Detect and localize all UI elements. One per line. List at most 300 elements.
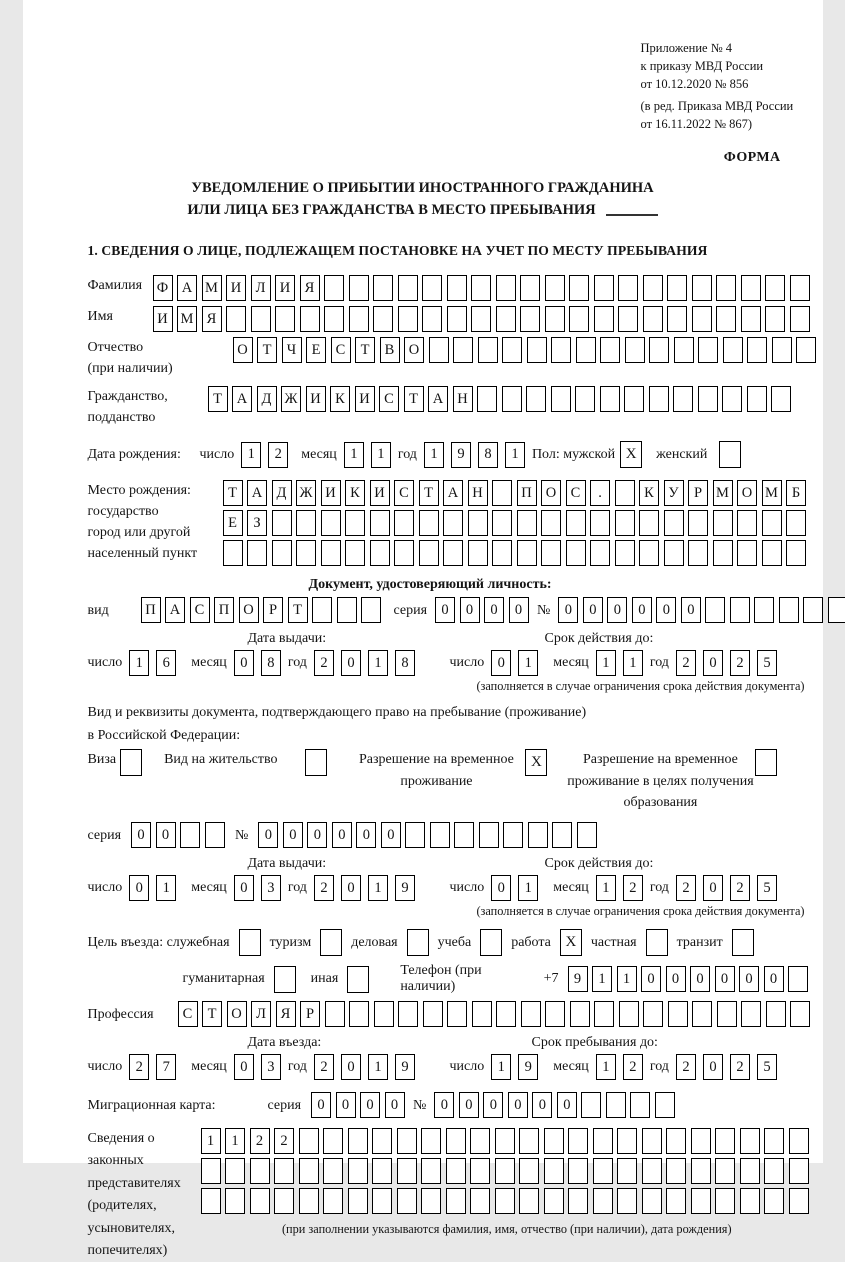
char-box[interactable]: 1 <box>596 650 616 676</box>
char-box[interactable]: Ф <box>153 275 173 301</box>
char-box[interactable] <box>528 822 548 848</box>
char-box[interactable] <box>180 822 200 848</box>
char-box[interactable] <box>453 337 473 363</box>
char-box[interactable]: 5 <box>757 875 777 901</box>
char-box[interactable] <box>272 510 292 536</box>
char-box[interactable]: 2 <box>730 1054 750 1080</box>
char-box[interactable] <box>477 386 497 412</box>
char-box[interactable]: М <box>762 480 782 506</box>
char-box[interactable] <box>447 275 467 301</box>
char-box[interactable] <box>447 306 467 332</box>
char-box[interactable] <box>765 275 785 301</box>
char-box[interactable] <box>551 337 571 363</box>
char-box[interactable] <box>803 597 823 623</box>
char-box[interactable]: С <box>331 337 351 363</box>
char-box[interactable] <box>544 1128 564 1154</box>
char-box[interactable]: Н <box>468 480 488 506</box>
char-box[interactable] <box>201 1188 221 1214</box>
char-box[interactable] <box>789 1158 809 1184</box>
char-box[interactable]: 9 <box>518 1054 538 1080</box>
char-box[interactable]: 0 <box>381 822 401 848</box>
char-box[interactable]: 1 <box>344 442 364 468</box>
char-box[interactable] <box>796 337 816 363</box>
char-box[interactable] <box>468 510 488 536</box>
char-box[interactable] <box>618 275 638 301</box>
char-box[interactable]: 0 <box>307 822 327 848</box>
char-box[interactable]: 0 <box>341 875 361 901</box>
char-box[interactable] <box>394 510 414 536</box>
char-box[interactable] <box>765 306 785 332</box>
char-box[interactable] <box>615 510 635 536</box>
char-box[interactable] <box>323 1128 343 1154</box>
char-box[interactable] <box>715 1128 735 1154</box>
char-box[interactable]: 0 <box>508 1092 528 1118</box>
char-box[interactable]: Т <box>257 337 277 363</box>
char-box[interactable] <box>300 306 320 332</box>
char-box[interactable]: Я <box>202 306 222 332</box>
char-box[interactable]: 0 <box>703 875 723 901</box>
char-box[interactable] <box>541 510 561 536</box>
char-box[interactable]: С <box>190 597 210 623</box>
char-box[interactable] <box>551 386 571 412</box>
char-box[interactable] <box>615 540 635 566</box>
char-box[interactable] <box>691 1158 711 1184</box>
char-box[interactable] <box>722 386 742 412</box>
char-box[interactable]: 3 <box>261 875 281 901</box>
char-box[interactable]: И <box>370 480 390 506</box>
char-box[interactable]: 0 <box>739 966 759 992</box>
char-box[interactable]: 7 <box>156 1054 176 1080</box>
char-box[interactable]: 2 <box>268 442 288 468</box>
char-box[interactable]: 0 <box>258 822 278 848</box>
char-box[interactable] <box>370 540 390 566</box>
char-box[interactable] <box>345 510 365 536</box>
char-box[interactable]: 0 <box>129 875 149 901</box>
char-box[interactable]: Ж <box>281 386 301 412</box>
char-box[interactable]: 2 <box>250 1128 270 1154</box>
char-box[interactable] <box>566 540 586 566</box>
char-box[interactable] <box>446 1128 466 1154</box>
char-box[interactable] <box>674 337 694 363</box>
checkbox-purpose-other[interactable] <box>347 966 369 993</box>
char-box[interactable] <box>496 1001 516 1027</box>
char-box[interactable] <box>337 597 357 623</box>
char-box[interactable]: . <box>590 480 610 506</box>
char-box[interactable] <box>205 822 225 848</box>
char-box[interactable]: Т <box>419 480 439 506</box>
char-box[interactable] <box>398 306 418 332</box>
char-box[interactable] <box>423 1001 443 1027</box>
char-box[interactable]: 2 <box>730 875 750 901</box>
char-box[interactable]: 0 <box>656 597 676 623</box>
char-box[interactable] <box>568 1128 588 1154</box>
char-box[interactable]: 2 <box>274 1128 294 1154</box>
char-box[interactable]: Я <box>300 275 320 301</box>
char-box[interactable] <box>666 1188 686 1214</box>
char-box[interactable] <box>492 480 512 506</box>
char-box[interactable]: Р <box>300 1001 320 1027</box>
char-box[interactable] <box>740 1158 760 1184</box>
char-box[interactable] <box>688 510 708 536</box>
char-box[interactable]: 0 <box>681 597 701 623</box>
char-box[interactable] <box>643 306 663 332</box>
char-box[interactable] <box>762 510 782 536</box>
char-box[interactable]: 0 <box>283 822 303 848</box>
char-box[interactable] <box>741 275 761 301</box>
char-box[interactable] <box>321 510 341 536</box>
char-box[interactable]: И <box>306 386 326 412</box>
char-box[interactable] <box>593 1188 613 1214</box>
char-box[interactable] <box>517 510 537 536</box>
char-box[interactable] <box>668 1001 688 1027</box>
char-box[interactable] <box>372 1188 392 1214</box>
char-box[interactable]: 0 <box>341 650 361 676</box>
char-box[interactable] <box>717 1001 737 1027</box>
char-box[interactable]: К <box>639 480 659 506</box>
char-box[interactable] <box>713 540 733 566</box>
char-box[interactable] <box>617 1188 637 1214</box>
char-box[interactable] <box>779 597 799 623</box>
char-box[interactable] <box>600 386 620 412</box>
char-box[interactable] <box>737 510 757 536</box>
char-box[interactable]: 1 <box>371 442 391 468</box>
char-box[interactable] <box>324 306 344 332</box>
char-box[interactable] <box>502 386 522 412</box>
char-box[interactable] <box>705 597 725 623</box>
char-box[interactable]: Р <box>688 480 708 506</box>
char-box[interactable] <box>201 1158 221 1184</box>
char-box[interactable]: 0 <box>356 822 376 848</box>
char-box[interactable]: 0 <box>509 597 529 623</box>
char-box[interactable] <box>299 1188 319 1214</box>
char-box[interactable]: Т <box>404 386 424 412</box>
checkbox-purpose-transit[interactable] <box>732 929 754 956</box>
char-box[interactable]: 9 <box>568 966 588 992</box>
char-box[interactable] <box>666 1128 686 1154</box>
char-box[interactable] <box>419 510 439 536</box>
char-box[interactable]: 0 <box>703 1054 723 1080</box>
char-box[interactable] <box>247 540 267 566</box>
char-box[interactable] <box>470 1158 490 1184</box>
char-box[interactable] <box>664 540 684 566</box>
char-box[interactable] <box>373 306 393 332</box>
char-box[interactable]: 0 <box>385 1092 405 1118</box>
char-box[interactable]: 1 <box>518 650 538 676</box>
char-box[interactable] <box>471 275 491 301</box>
char-box[interactable] <box>398 1001 418 1027</box>
char-box[interactable]: А <box>232 386 252 412</box>
char-box[interactable] <box>545 306 565 332</box>
char-box[interactable] <box>541 540 561 566</box>
char-box[interactable]: О <box>239 597 259 623</box>
char-box[interactable]: 2 <box>676 650 696 676</box>
char-box[interactable] <box>666 1158 686 1184</box>
char-box[interactable] <box>642 1158 662 1184</box>
char-box[interactable]: И <box>153 306 173 332</box>
char-box[interactable] <box>716 275 736 301</box>
char-box[interactable]: Б <box>786 480 806 506</box>
char-box[interactable]: 8 <box>395 650 415 676</box>
char-box[interactable]: О <box>227 1001 247 1027</box>
char-box[interactable]: М <box>713 480 733 506</box>
char-box[interactable]: 0 <box>434 1092 454 1118</box>
char-box[interactable]: 5 <box>757 650 777 676</box>
char-box[interactable]: П <box>517 480 537 506</box>
char-box[interactable]: Т <box>202 1001 222 1027</box>
char-box[interactable] <box>296 510 316 536</box>
char-box[interactable]: П <box>141 597 161 623</box>
char-box[interactable] <box>789 1188 809 1214</box>
char-box[interactable] <box>370 510 390 536</box>
char-box[interactable]: А <box>247 480 267 506</box>
char-box[interactable] <box>737 540 757 566</box>
char-box[interactable]: 0 <box>632 597 652 623</box>
char-box[interactable] <box>643 275 663 301</box>
char-box[interactable] <box>594 306 614 332</box>
char-box[interactable] <box>492 540 512 566</box>
char-box[interactable] <box>764 1188 784 1214</box>
char-box[interactable] <box>643 1001 663 1027</box>
char-box[interactable] <box>502 337 522 363</box>
checkbox-residence-permit[interactable] <box>305 749 327 776</box>
char-box[interactable]: Ж <box>296 480 316 506</box>
char-box[interactable] <box>698 386 718 412</box>
char-box[interactable] <box>691 1128 711 1154</box>
char-box[interactable] <box>673 386 693 412</box>
char-box[interactable] <box>468 540 488 566</box>
char-box[interactable]: Ч <box>282 337 302 363</box>
char-box[interactable] <box>225 1158 245 1184</box>
char-box[interactable] <box>544 1188 564 1214</box>
char-box[interactable] <box>429 337 449 363</box>
char-box[interactable] <box>447 1001 467 1027</box>
char-box[interactable] <box>730 597 750 623</box>
char-box[interactable]: 0 <box>131 822 151 848</box>
char-box[interactable] <box>299 1128 319 1154</box>
char-box[interactable] <box>747 337 767 363</box>
char-box[interactable]: 1 <box>596 875 616 901</box>
char-box[interactable] <box>348 1158 368 1184</box>
checkbox-purpose-humanitarian[interactable] <box>274 966 296 993</box>
char-box[interactable] <box>223 540 243 566</box>
char-box[interactable]: 1 <box>241 442 261 468</box>
char-box[interactable]: 0 <box>332 822 352 848</box>
char-box[interactable]: 1 <box>129 650 149 676</box>
char-box[interactable] <box>321 540 341 566</box>
char-box[interactable]: 2 <box>314 650 334 676</box>
char-box[interactable]: Н <box>453 386 473 412</box>
char-box[interactable] <box>594 275 614 301</box>
char-box[interactable]: 1 <box>596 1054 616 1080</box>
char-box[interactable] <box>655 1092 675 1118</box>
char-box[interactable]: 1 <box>491 1054 511 1080</box>
char-box[interactable] <box>740 1128 760 1154</box>
char-box[interactable]: 1 <box>505 442 525 468</box>
char-box[interactable]: Л <box>251 1001 271 1027</box>
char-box[interactable] <box>397 1128 417 1154</box>
char-box[interactable] <box>790 275 810 301</box>
char-box[interactable] <box>786 540 806 566</box>
char-box[interactable] <box>296 540 316 566</box>
char-box[interactable]: А <box>428 386 448 412</box>
checkbox-purpose-business[interactable] <box>407 929 429 956</box>
char-box[interactable] <box>419 540 439 566</box>
char-box[interactable]: 2 <box>730 650 750 676</box>
char-box[interactable]: 0 <box>234 1054 254 1080</box>
char-box[interactable] <box>642 1188 662 1214</box>
char-box[interactable]: 1 <box>424 442 444 468</box>
char-box[interactable]: И <box>355 386 375 412</box>
char-box[interactable]: 0 <box>311 1092 331 1118</box>
char-box[interactable] <box>618 306 638 332</box>
char-box[interactable]: 1 <box>368 650 388 676</box>
char-box[interactable] <box>691 1188 711 1214</box>
char-box[interactable] <box>715 1188 735 1214</box>
char-box[interactable] <box>372 1158 392 1184</box>
char-box[interactable]: Р <box>263 597 283 623</box>
char-box[interactable]: С <box>394 480 414 506</box>
char-box[interactable] <box>495 1128 515 1154</box>
char-box[interactable]: 2 <box>676 875 696 901</box>
char-box[interactable]: 2 <box>623 1054 643 1080</box>
char-box[interactable] <box>299 1158 319 1184</box>
char-box[interactable] <box>527 337 547 363</box>
char-box[interactable] <box>639 540 659 566</box>
char-box[interactable] <box>394 540 414 566</box>
char-box[interactable] <box>503 822 523 848</box>
checkbox-temp-permit[interactable]: X <box>525 749 547 776</box>
char-box[interactable] <box>250 1188 270 1214</box>
char-box[interactable]: Т <box>223 480 243 506</box>
char-box[interactable] <box>625 337 645 363</box>
char-box[interactable] <box>520 306 540 332</box>
char-box[interactable] <box>348 1128 368 1154</box>
char-box[interactable] <box>667 306 687 332</box>
char-box[interactable]: 1 <box>156 875 176 901</box>
char-box[interactable] <box>766 1001 786 1027</box>
char-box[interactable] <box>496 275 516 301</box>
char-box[interactable]: 0 <box>234 650 254 676</box>
char-box[interactable]: 0 <box>483 1092 503 1118</box>
char-box[interactable] <box>422 306 442 332</box>
char-box[interactable] <box>492 510 512 536</box>
char-box[interactable] <box>325 1001 345 1027</box>
char-box[interactable]: З <box>247 510 267 536</box>
char-box[interactable] <box>771 386 791 412</box>
char-box[interactable] <box>495 1188 515 1214</box>
char-box[interactable]: 0 <box>703 650 723 676</box>
char-box[interactable]: 0 <box>641 966 661 992</box>
char-box[interactable]: К <box>345 480 365 506</box>
checkbox-sex-female[interactable] <box>719 441 741 468</box>
char-box[interactable] <box>764 1128 784 1154</box>
char-box[interactable]: 5 <box>757 1054 777 1080</box>
char-box[interactable] <box>568 1188 588 1214</box>
char-box[interactable] <box>570 1001 590 1027</box>
checkbox-purpose-private[interactable] <box>646 929 668 956</box>
char-box[interactable] <box>600 337 620 363</box>
char-box[interactable] <box>349 275 369 301</box>
char-box[interactable] <box>478 337 498 363</box>
char-box[interactable] <box>569 306 589 332</box>
char-box[interactable] <box>754 597 774 623</box>
char-box[interactable]: 0 <box>690 966 710 992</box>
char-box[interactable] <box>790 306 810 332</box>
char-box[interactable] <box>594 1001 614 1027</box>
char-box[interactable] <box>472 1001 492 1027</box>
char-box[interactable] <box>430 822 450 848</box>
char-box[interactable] <box>692 275 712 301</box>
char-box[interactable] <box>496 306 516 332</box>
char-box[interactable] <box>251 306 271 332</box>
char-box[interactable]: 0 <box>341 1054 361 1080</box>
char-box[interactable]: 1 <box>592 966 612 992</box>
char-box[interactable]: 9 <box>395 875 415 901</box>
char-box[interactable]: К <box>330 386 350 412</box>
char-box[interactable]: А <box>177 275 197 301</box>
char-box[interactable] <box>349 1001 369 1027</box>
char-box[interactable]: А <box>165 597 185 623</box>
char-box[interactable] <box>520 275 540 301</box>
char-box[interactable] <box>786 510 806 536</box>
char-box[interactable]: С <box>379 386 399 412</box>
char-box[interactable] <box>772 337 792 363</box>
char-box[interactable] <box>590 540 610 566</box>
char-box[interactable]: 2 <box>623 875 643 901</box>
char-box[interactable] <box>372 1128 392 1154</box>
char-box[interactable] <box>470 1188 490 1214</box>
char-box[interactable] <box>545 1001 565 1027</box>
char-box[interactable] <box>617 1158 637 1184</box>
char-box[interactable]: 0 <box>435 597 455 623</box>
char-box[interactable]: 0 <box>583 597 603 623</box>
char-box[interactable]: 1 <box>518 875 538 901</box>
char-box[interactable]: Е <box>223 510 243 536</box>
char-box[interactable]: 0 <box>234 875 254 901</box>
char-box[interactable] <box>716 306 736 332</box>
char-box[interactable]: 0 <box>156 822 176 848</box>
char-box[interactable] <box>519 1128 539 1154</box>
char-box[interactable] <box>470 1128 490 1154</box>
char-box[interactable] <box>324 275 344 301</box>
char-box[interactable] <box>373 275 393 301</box>
char-box[interactable]: 0 <box>459 1092 479 1118</box>
char-box[interactable]: 0 <box>715 966 735 992</box>
char-box[interactable] <box>443 540 463 566</box>
char-box[interactable] <box>664 510 684 536</box>
char-box[interactable]: Т <box>355 337 375 363</box>
char-box[interactable] <box>790 1001 810 1027</box>
char-box[interactable] <box>575 386 595 412</box>
checkbox-visa[interactable] <box>120 749 142 776</box>
char-box[interactable] <box>544 1158 564 1184</box>
checkbox-purpose-work[interactable]: X <box>560 929 582 956</box>
char-box[interactable] <box>576 337 596 363</box>
char-box[interactable] <box>323 1188 343 1214</box>
char-box[interactable] <box>272 540 292 566</box>
char-box[interactable] <box>397 1188 417 1214</box>
char-box[interactable] <box>566 510 586 536</box>
char-box[interactable]: 0 <box>666 966 686 992</box>
char-box[interactable]: 1 <box>617 966 637 992</box>
char-box[interactable] <box>577 822 597 848</box>
char-box[interactable] <box>323 1158 343 1184</box>
char-box[interactable] <box>740 1188 760 1214</box>
char-box[interactable] <box>421 1188 441 1214</box>
char-box[interactable]: 2 <box>676 1054 696 1080</box>
char-box[interactable]: 9 <box>395 1054 415 1080</box>
char-box[interactable] <box>692 1001 712 1027</box>
